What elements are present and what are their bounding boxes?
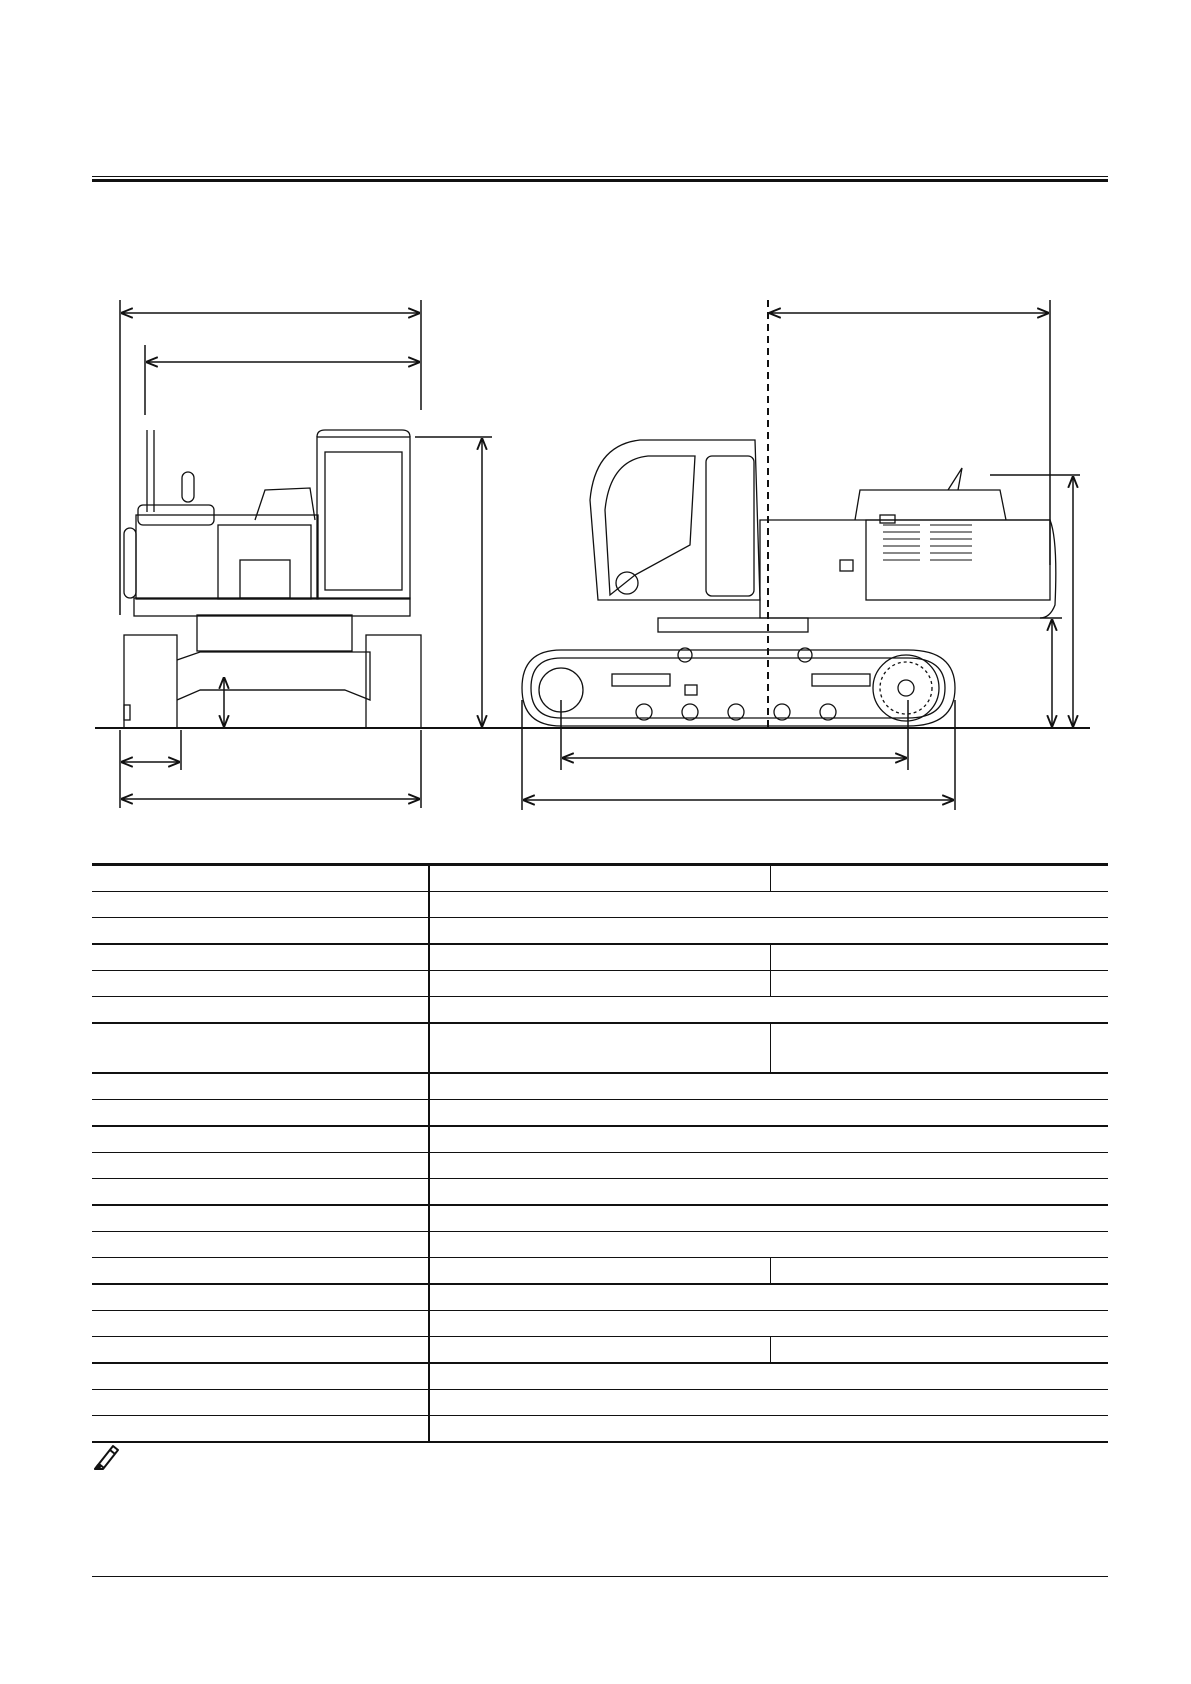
table-row — [92, 1311, 1108, 1337]
table-row — [92, 1153, 1108, 1179]
table-row — [92, 1416, 1108, 1443]
table-row — [92, 892, 1108, 918]
table-row — [92, 971, 1108, 997]
table-row — [92, 1363, 1108, 1390]
side-view-dimensions — [522, 300, 1080, 810]
front-view-excavator — [124, 430, 421, 728]
table-row — [92, 1073, 1108, 1100]
table-row — [92, 865, 1108, 892]
specification-table — [92, 863, 1108, 1443]
table-row — [92, 1390, 1108, 1416]
table-row — [92, 1179, 1108, 1206]
side-view-excavator — [522, 440, 1056, 726]
table-row — [92, 1023, 1108, 1073]
table-row — [92, 1205, 1108, 1232]
table-row — [92, 1337, 1108, 1364]
table-row — [92, 1284, 1108, 1311]
table-row — [92, 918, 1108, 945]
table-row — [92, 1258, 1108, 1285]
front-view-dimensions — [120, 300, 492, 808]
table-row — [92, 997, 1108, 1024]
table-row — [92, 1232, 1108, 1258]
table-row — [92, 1126, 1108, 1153]
footer-rule — [92, 1576, 1108, 1577]
table-row — [92, 1100, 1108, 1127]
table-row — [92, 944, 1108, 971]
pencil-note-icon — [90, 1440, 120, 1470]
